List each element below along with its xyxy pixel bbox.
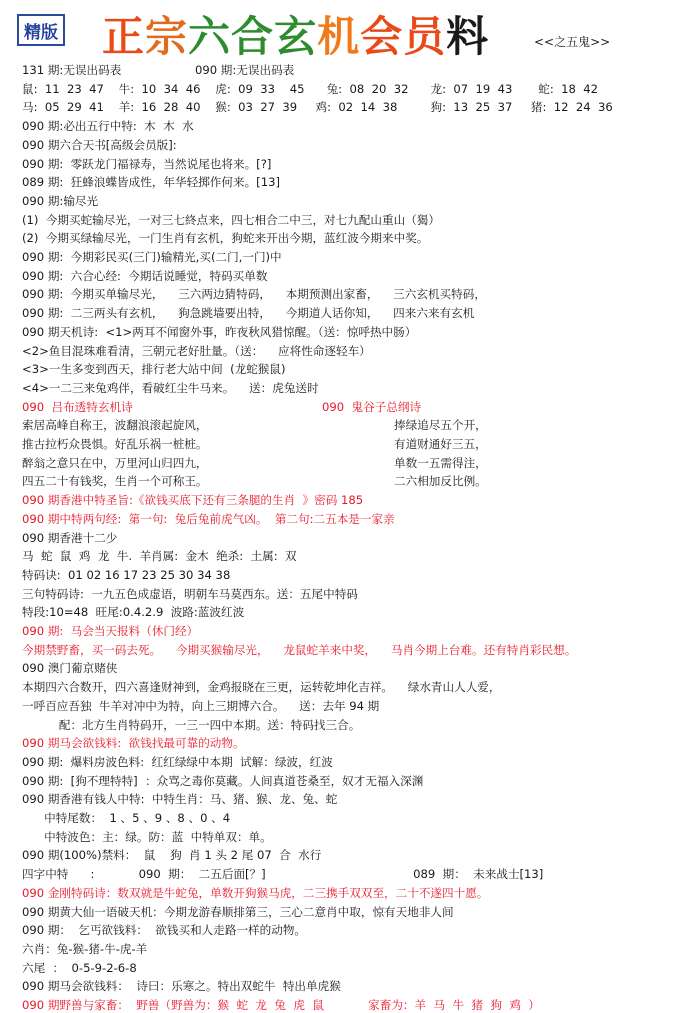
- edition-badge: 精版: [17, 14, 65, 46]
- text-line: 090 期: 爆料房波色料: 红红绿绿中本期 试解：绿波，红波: [22, 755, 333, 769]
- text-line: 特码诀: 01 02 16 17 23 25 30 34 38: [22, 568, 231, 582]
- text-line: 今期禁野畜，买一码去死。 今期买猴输尽光， 龙鼠蛇羊来中奖， 马肖今期上台难。还有特肖彩民想。: [22, 643, 577, 657]
- text-line: 090 期天机诗: <1>两耳不闻窗外事，昨夜秋风猎惊醒。（送：惊呼热中肠）: [22, 325, 417, 339]
- text-line: 090 期: 零跃龙门福禄寿，当然说尾也将来。[?]: [22, 157, 272, 171]
- text-line: <2>鱼目混珠难看清，三朝元老好肚量。（送： 应将性命逐轻车）: [22, 344, 371, 358]
- text-line-right: 二六相加反比例。: [394, 474, 487, 488]
- text-line: 090 期: 今期彩民买(三门)输精光,买(二门,一门)中: [22, 250, 282, 264]
- text-line: 中特波色：主：绿。防：蓝 中特单双：单。: [22, 830, 272, 844]
- text-line: 090 金刚特码诗：数双就是牛蛇兔，单数开狗猴马虎，二三携手双双至，二十不遂四十愿。: [22, 886, 489, 900]
- text-line: 090 期: 二三两头有玄机， 狗急跳墙要出特， 今期道人话你知， 四来六来有玄机: [22, 306, 475, 320]
- text-line: 090 期： 乞丐欲钱料： 欲钱买和人走路一样的动物。: [22, 923, 307, 937]
- text-line-right: 单数一五需得注，: [394, 456, 487, 470]
- text-line: 089 期: 狂蜂浪蝶皆成性，年华轻掷作何来。[13]: [22, 175, 280, 189]
- text-line: 推古拉朽众畏惧。好乱乐祸一桩桩。: [22, 437, 208, 451]
- page-subtitle: <<之五鬼>>: [534, 35, 611, 49]
- text-line: 090 期: [狗不理特特] ：众骂之毒你莫藏。人间真道苍桑至，奴才无福入深渊: [22, 774, 424, 788]
- text-line: 090 期:输尽光: [22, 194, 99, 208]
- text-line: 三句特码诗: 一九五色成虚语，明朝车马莫西东。送：五尾中特码: [22, 587, 358, 601]
- text-line: 090 期: 六合心经: 今期话说睡觉，特码买单数: [22, 269, 268, 283]
- text-line: 090 吕布透特玄机诗: [22, 400, 133, 414]
- text-line: 090 期: 马会当天报料（休门经）: [22, 624, 199, 638]
- text-line: 090 期香港有钱人中特: 中特生肖：马、猪、猴、龙、兔、蛇: [22, 792, 338, 806]
- text-line-right: 捧绿追尽五个开，: [394, 418, 487, 432]
- text-line: 特段:10=48 旺尾:0.4.2.9 波路:蓝波红波: [22, 605, 245, 619]
- text-line: 090 期黄大仙一语破天机：今期龙游春顺排第三，三心二意肖中取，惊有天地非人间: [22, 905, 454, 919]
- text-line: 醉翁之意只在中，万里河山归四九，: [22, 456, 208, 470]
- text-line: 090 期中特两句经: 第一句: 兔后兔前虎气凶。 第二句:二五本是一家亲: [22, 512, 395, 526]
- text-line: 四五二十有钱奖，生肖一个可称王。: [22, 474, 208, 488]
- text-line-right: 090 鬼谷子总纲诗: [322, 400, 422, 414]
- text-line: 131 期:无误出码表 090 期:无误出码表: [22, 63, 295, 77]
- text-line: 六肖：兔-猴-猪-牛-虎-羊: [22, 942, 148, 956]
- text-line: 马 蛇 鼠 鸡 龙 牛. 羊肖属: 金木 绝杀: 土属: 双: [22, 549, 297, 563]
- text-line: 一呼百应吾独 牛羊对冲中为特，向上三期博六合。 送：去年 94 期: [22, 699, 380, 713]
- text-line: 090 期野兽与家畜： 野兽（野兽为：猴 蛇 龙 兔 虎 鼠 家畜为：羊 马 牛 猪 狗 鸡 ）: [22, 998, 540, 1012]
- text-line: 六尾 ： 0-5-9-2-6-8: [22, 961, 137, 975]
- text-line: 090 期香港中特圣旨:《欲钱买底下还有三条腿的生肖 》密码 185: [22, 493, 364, 507]
- text-line-right: 有道财通好三五，: [394, 437, 487, 451]
- text-line: 090 澳门葡京赌侠: [22, 661, 118, 675]
- text-line: 090 期:必出五行中特: 木 木 水: [22, 119, 194, 133]
- text-line: 090 期马会欲钱料: 欲钱找最可靠的动物。: [22, 736, 245, 750]
- text-line: 090 期(100%)禁料： 鼠 狗 肖 1 头 2 尾 07 合 水行: [22, 848, 322, 862]
- text-line: 本期四六合数开，四六喜逢财神到，金鸡报晓在三更，运转乾坤化吉祥。 绿水青山人人爱，: [22, 680, 501, 694]
- text-line: <3>一生多变到西天，排行老大站中间 (龙蛇猴鼠): [22, 362, 286, 376]
- page-title: 正宗六合玄机会员料: [102, 12, 490, 61]
- text-line: 配：北方生肖特码开，一三一四中本期。送：特码找三合。: [22, 718, 361, 732]
- text-line: 090 期: 今期买单输尽光， 三六两边猜特码， 本期预测出家畜， 三六玄机买特码，: [22, 287, 486, 301]
- text-line: 090 期马会欲钱料： 诗曰：乐寒之。特出双蛇牛 特出单虎猴: [22, 979, 341, 993]
- text-line: (1) 今期买蛇输尽光，一对三七終点来，四七相合二中三，对七九配山重山（猲）: [22, 213, 440, 227]
- text-line: 鼠: 11 23 47 牛: 10 34 46 虎: 09 33 45 兔: 08 20 32 龙: 07 19 43 蛇: 18 42: [22, 82, 598, 96]
- text-line: 090 期六合天书[高级会员版]:: [22, 138, 177, 152]
- text-line: 中特尾数： 1 、5 、9 、8 、0 、4: [22, 811, 231, 825]
- text-line: 090 期香港十二少: [22, 531, 118, 545]
- text-line: 四字中特 : 090 期： 二五后面[？] 089 期： 未来战士[13]: [22, 867, 544, 881]
- text-line: <4>一二三来兔鸡伴，看破红尘牛马来。 送：虎兔送时: [22, 381, 319, 395]
- text-line: 索居高峰自称王，波翻浪滚起旋风，: [22, 418, 208, 432]
- text-line: (2) 今期买绿输尽光，一门生肖有玄机，狗蛇来开出今期，蓝红波今期来中奖。: [22, 231, 429, 245]
- text-line: 马: 05 29 41 羊: 16 28 40 猴: 03 27 39 鸡: 02 14 38 狗: 13 25 37 猪: 12 24 36: [22, 100, 613, 114]
